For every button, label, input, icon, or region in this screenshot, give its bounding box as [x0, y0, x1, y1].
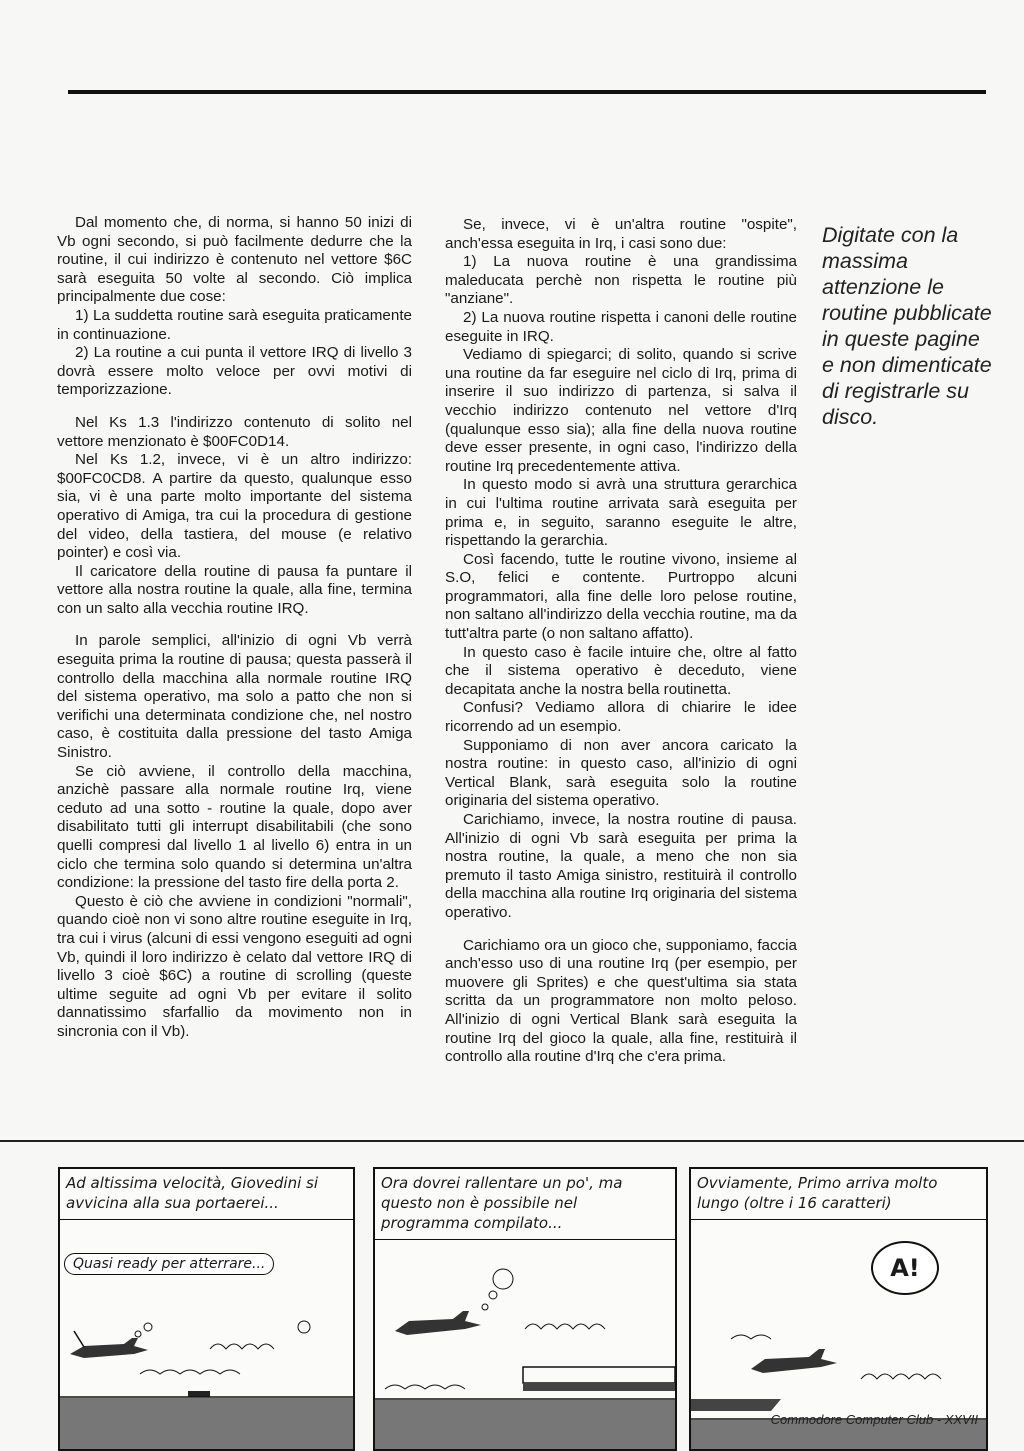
panel-caption: Ora dovrei rallentare un po', ma questo non è possibile nel programma compilato...: [375, 1169, 675, 1240]
jet-over-carrier-illustration: [60, 1279, 353, 1449]
comic-panel-2: [373, 1167, 677, 1451]
comic-divider: [0, 1140, 1024, 1142]
paragraph: 1) La nuova routine è una grandissima maleducata perchè non rispetta le routine più "anziane".: [445, 253, 797, 308]
paragraph: Carichiamo ora un gioco che, supponiamo, faccia anch'esso uso di una routine Irq (per esempio, per muovere gli Sprites) e che quest'ultima sia stata scritta da un programmatore non molto peloso. All'inizio di ogni Vertical Blank sarà eseguita la routine Irq del gioco la quale, alla fine, restituirà il controllo alla routine d'Irq che c'era prima.: [445, 936, 797, 1066]
paragraph: Questo è ciò che avviene in condizioni "normali", quando cioè non vi sono altre routine eseguite in Irq, tra cui i virus (alcuni di essi vengono eseguiti ad ogni Vb, quindi il loro indirizzo è celato dal vettore IRQ di livello 3 cioè $6C) a routine di scrolling (queste ultime seguite ad ogni Vb per evitare il solito dannatissimo sfarfallio da movimento non in sincronia con il Vb).: [57, 892, 412, 1040]
comic-panel-3: [689, 1167, 988, 1451]
paragraph: Supponiamo di non aver ancora caricato la nostra routine: in questo caso, all'inizio di ogni Vertical Blank, sarà eseguita solo la routine originaria del sistema operativo.: [445, 736, 797, 810]
paragraph: Confusi? Vediamo allora di chiarire le idee ricorrendo ad un esempio.: [445, 699, 797, 736]
paragraph: In questo modo si avrà una struttura gerarchica in cui l'ultima routine arrivata sarà eseguita per prima e, in seguito, saranno eseguite le altre, rispettando la gerarchia.: [445, 476, 797, 550]
paragraph: Così facendo, tutte le routine vivono, insieme al S.O, felici e contente. Purtroppo alcuni programmatori, alla fine delle loro pelose routine, non saltano all'indirizzo della vecchia routine, ma da tutt'altra parte (o non saltano affatto).: [445, 550, 797, 643]
top-rule: [68, 90, 986, 94]
paragraph: 1) La suddetta routine sarà eseguita praticamente in continuazione.: [57, 306, 412, 343]
comic-panel-1: [58, 1167, 355, 1451]
exclamation-bubble: A!: [871, 1241, 939, 1295]
paragraph: Vediamo di spiegarci; di solito, quando si scrive una routine da far eseguire nel ciclo di Irq, prima di inserire il suo indirizzo di partenza, si salva il vecchio indirizzo contenuto nel vettore d'Irq (qualunque esso sia); alla fine della nuova routine deve esser presente, in ogni caso, l'indirizzo della routine Irq precedentemente attiva.: [445, 346, 797, 475]
article-column-1: [57, 214, 412, 1042]
panel-caption: Ovviamente, Primo arriva molto lungo (oltre i 16 caratteri): [691, 1169, 986, 1220]
paragraph: 2) La routine a cui punta il vettore IRQ di livello 3 dovrà essere molto veloce per ovvi motivi di temporizzazione.: [57, 344, 412, 399]
paragraph: Se, invece, vi è un'altra routine "ospite", anch'essa eseguita in Irq, i casi sono due:: [445, 216, 797, 252]
sidebar-note: Digitate con la massima attenzione le routine pubblicate in queste pagine e non dimenticate di registrarle su disco.: [822, 223, 992, 429]
paragraph: Il caricatore della routine di pausa fa puntare il vettore alla nostra routine la quale, alla fine, termina con un salto alla vecchia routine IRQ.: [57, 562, 412, 617]
paragraph: Nel Ks 1.3 l'indirizzo contenuto di solito nel vettore menzionato è $00FC0D14.: [57, 413, 412, 450]
paragraph: Dal momento che, di norma, si hanno 50 inizi di Vb ogni secondo, si può facilmente dedurre che la routine, il cui indirizzo è contenuto nel vettore $6C sarà eseguita 50 volte al secondo. Ciò implica principalmente due cose:: [57, 214, 412, 306]
panel-caption: Ad altissima velocità, Giovedini si avvicina alla sua portaerei...: [60, 1169, 353, 1220]
speech-bubble: Quasi ready per atterrare...: [64, 1253, 274, 1275]
paragraph: Carichiamo, invece, la nostra routine di pausa. All'inizio di ogni Vb sarà eseguita per prima la nostra routine, la quale, a meno che non sia premuto il tasto Amiga sinistro, restituirà il controllo della macchina alla routine Irq originaria del sistema operativo.: [445, 811, 797, 921]
paragraph: Se ciò avviene, il controllo della macchina, anzichè passare alla normale routine Irq, viene ceduto ad una sotto - routine la quale, dopo aver disabilitato tutti gli interrupt disabilitabili (che sono quelli compresi dal livello 1 al livello 6) entra in un ciclo che termina solo quando si determina un'altra condizione: la pressione del tasto fire della porta 2.: [57, 762, 412, 892]
paragraph: In parole semplici, all'inizio di ogni Vb verrà eseguita prima la routine di pausa; questa passerà il controllo della macchina alla normale routine IRQ del sistema operativo, ma solo a patto che non si verifichi una determinata condizione che, nel nostro caso, è costituita dalla pressione del tasto Amiga Sinistro.: [57, 632, 412, 762]
paragraph: In questo caso è facile intuire che, oltre al fatto che il sistema operativo è deceduto, viene decapitata anche la nostra bella routinetta.: [445, 643, 797, 698]
paragraph: 2) La nuova routine rispetta i canoni delle routine eseguite in IRQ.: [445, 308, 797, 345]
jet-approach-illustration: [375, 1249, 675, 1449]
article-column-2: [445, 216, 797, 1067]
paragraph: Nel Ks 1.2, invece, vi è un altro indirizzo: $00FC0CD8. A partire da questo, qualunque esso sia, vi è una parte molto importante del sistema operativo di Amiga, tra cui la procedura di gestione del video, della tastiera, del mouse (e relativo pointer) e così via.: [57, 451, 412, 562]
page-footer: Commodore Computer Club - XXVII: [770, 1412, 978, 1427]
